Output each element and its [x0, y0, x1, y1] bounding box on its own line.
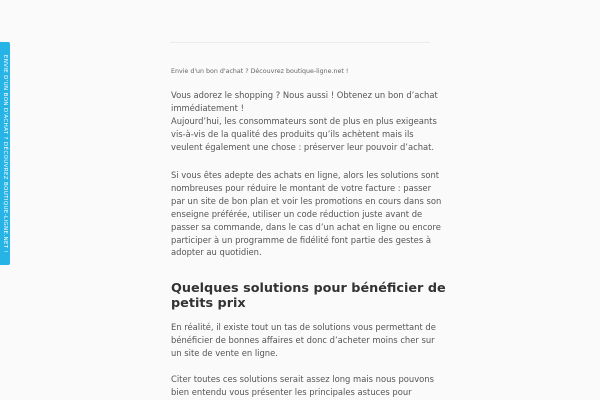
side-tab-label: ENVIE D'UN BON D'ACHAT ? DÉCOUVREZ BOUTIQUE-LIGNE.NET !	[2, 54, 8, 253]
text-line: passer sa commande, dans le cas d’un achat en ligne ou encore	[171, 221, 441, 232]
promo-link[interactable]: Envie d'un bon d'achat ? Découvrez boutique-ligne.net !	[171, 68, 349, 75]
top-divider	[170, 42, 430, 43]
text-line: par un site de bon plan et voir les promotions en cours dans son	[171, 195, 442, 206]
text-line: veulent également une chose : préserver leur pouvoir d’achat.	[171, 141, 435, 152]
text-line: vis-à-vis de la qualité des produits qu’ils achètent mais ils	[171, 128, 414, 139]
text-line: un site de vente en ligne.	[171, 347, 278, 358]
text-line: En réalité, il existe tout un tas de solutions vous permettant de	[171, 322, 436, 332]
section-heading	[171, 281, 446, 311]
text-line: bien entendu vous présenter les principales astuces pour	[171, 386, 412, 397]
text-line: Si vous êtes adepte des achats en ligne, alors les solutions sont	[171, 170, 440, 180]
text-line: Aujourd’hui, les consommateurs sont de plus en plus exigeants	[171, 115, 437, 126]
promo-side-tab[interactable]	[0, 42, 10, 265]
paragraph-tips	[171, 373, 441, 399]
text-line: immédiatement !	[171, 102, 244, 113]
text-line: Citer toutes ces solutions serait assez long mais nous pouvons	[171, 374, 434, 384]
heading-line: Quelques solutions pour bénéficier de	[171, 281, 446, 296]
text-line: adopter au quotidien.	[171, 247, 262, 258]
text-line: participer à un programme de fidélité font partie des gestes à	[171, 234, 431, 245]
paragraph-online-shopping	[171, 169, 441, 259]
text-line: Vous adorez le shopping ? Nous aussi ! Obtenez un bon d’achat	[171, 90, 438, 100]
text-line: nombreuses pour réduire le montant de votre facture : passer	[171, 182, 432, 193]
paragraph-intro	[171, 89, 441, 154]
text-line: enseigne préférée, utiliser un code réduction juste avant de	[171, 208, 423, 219]
heading-line: petits prix	[171, 296, 246, 311]
paragraph-solutions	[171, 321, 441, 360]
text-line: bénéficier de bonnes affaires et donc d’acheter moins cher sur	[171, 334, 435, 345]
